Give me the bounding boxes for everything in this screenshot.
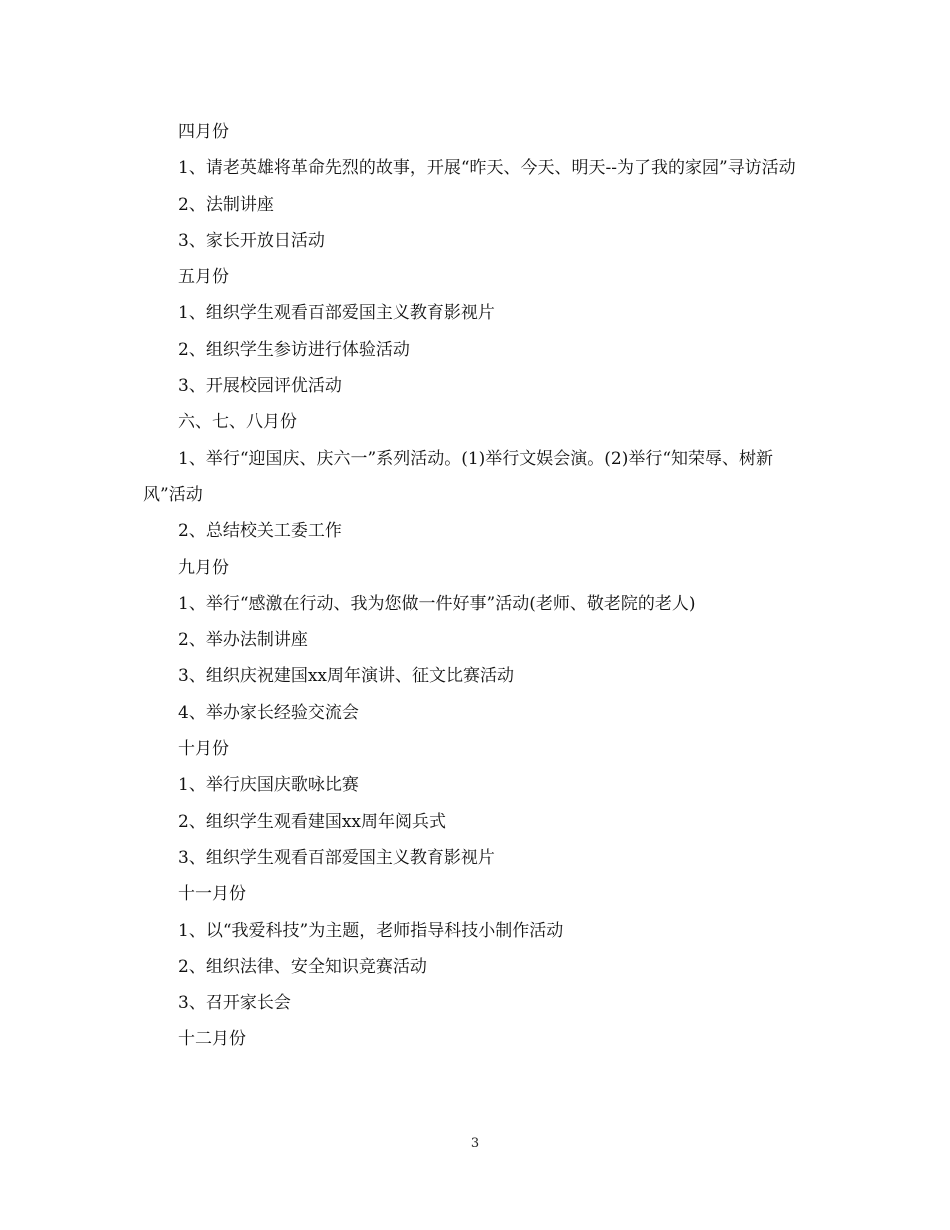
list-item: 2、举办法制讲座 bbox=[178, 630, 308, 651]
list-item: 1、举行“迎国庆、庆六一”系列活动。(1)举行文娱会演。(2)举行“知荣辱、树新风”活动 bbox=[143, 448, 774, 505]
page-number: 3 bbox=[470, 1136, 480, 1151]
list-item: 4、举办家长经验交流会 bbox=[178, 702, 359, 723]
list-item: 1、组织学生观看百部爱国主义教育影视片 bbox=[178, 303, 495, 324]
list-item: 1、举行庆国庆歌咏比赛 bbox=[178, 775, 359, 796]
list-item: 1、以“我爱科技”为主题，老师指导科技小制作活动 bbox=[178, 920, 564, 941]
list-item: 3、组织庆祝建国xx周年演讲、征文比赛活动 bbox=[178, 666, 514, 687]
list-item: 3、开展校园评优活动 bbox=[178, 376, 342, 397]
list-item: 2、组织学生参访进行体验活动 bbox=[178, 339, 410, 360]
list-item: 3、家长开放日活动 bbox=[178, 230, 325, 251]
section-heading-october: 十月份 bbox=[178, 739, 229, 760]
section-heading-september: 九月份 bbox=[178, 557, 229, 578]
section-heading-december: 十二月份 bbox=[178, 1029, 246, 1050]
list-item: 2、法制讲座 bbox=[178, 194, 274, 215]
section-heading-may: 五月份 bbox=[178, 267, 229, 288]
list-item: 1、举行“感激在行动、我为您做一件好事”活动(老师、敬老院的老人) bbox=[178, 593, 696, 614]
list-item: 2、组织学生观看建国xx周年阅兵式 bbox=[178, 811, 446, 832]
list-item: 3、召开家长会 bbox=[178, 993, 291, 1014]
document-body bbox=[143, 114, 808, 1058]
list-item: 2、组织法律、安全知识竞赛活动 bbox=[178, 956, 427, 977]
list-item: 3、组织学生观看百部爱国主义教育影视片 bbox=[178, 847, 495, 868]
list-item: 1、请老英雄将革命先烈的故事，开展“昨天、今天、明天--为了我的家园”寻访活动 bbox=[178, 158, 796, 179]
list-item: 2、总结校关工委工作 bbox=[178, 521, 342, 542]
section-heading-june-august: 六、七、八月份 bbox=[178, 412, 297, 433]
section-heading-november: 十一月份 bbox=[178, 884, 246, 905]
section-heading-april: 四月份 bbox=[178, 122, 229, 142]
